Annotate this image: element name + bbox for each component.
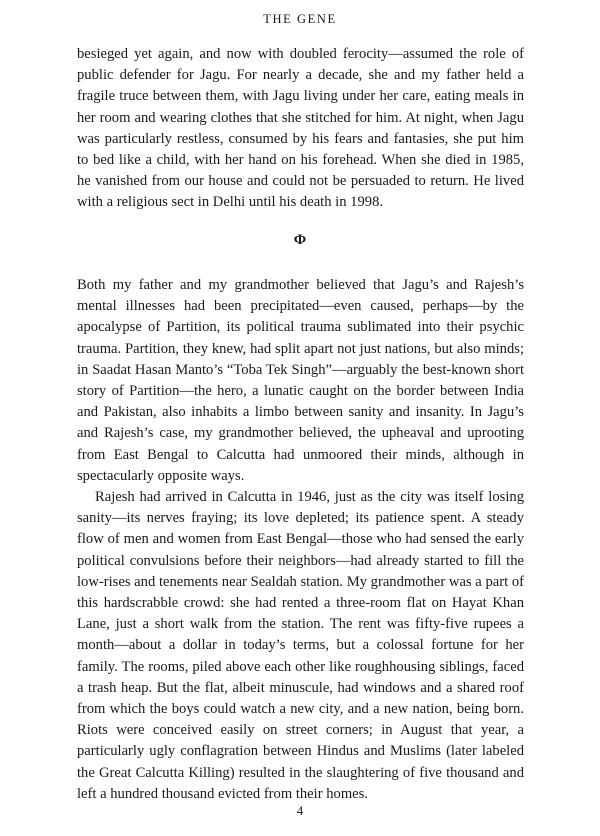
- text-block-bottom: [77, 275, 524, 805]
- paragraph: Both my father and my grandmother believed that Jagu’s and Rajesh’s mental illnesses had been precipitated—even caused, perhaps—by the apocalypse of Partition, its political trauma sublimated into their psychic trauma. Partition, they knew, had split apart not just nations, but also minds; in Saadat Hasan Manto’s “Toba Tek Singh”—arguably the best-known short story of Partition—the hero, a lunatic caught on the border between India and Pakistan, also inhabits a limbo between sanity and insanity. In Jagu’s and Rajesh’s case, my grandmother believed, the upheaval and uprooting from East Bengal to Calcutta had unmoored their minds, although in spectacularly opposite ways.: [77, 277, 524, 484]
- running-head: THE GENE: [263, 12, 337, 26]
- paragraph: Rajesh had arrived in Calcutta in 1946, just as the city was itself losing sanity—its nerves fraying; its love depleted; its patience spent. A steady flow of men and women from East Bengal—those who had sensed the early political convulsions before their neighbors—had already started to fill the low-rises and tenements near Sealdah station. My grandmother was a part of this hardscrabble crowd: she had rented a three-room flat on Hayat Khan Lane, just a short walk from the station. The rent was fifty-five rupees a month—about a dollar in today’s terms, but a colossal fortune for her family. The rooms, piled above each other like roughhousing siblings, faced a trash heap. But the flat, albeit minuscule, had windows and a shared roof from which the boys could watch a new city, and a new nation, being born. Riots were conceived easily on street corners; in August that year, a particularly ugly conflagration between Hindus and Muslims (later labeled the Great Calcutta Killing) resulted in the slaughtering of five thousand and left a hundred thousand evicted from their homes.: [77, 489, 524, 802]
- paragraph: besieged yet again, and now with doubled ferocity—assumed the role of public defender for Jagu. For nearly a decade, she and my father held a fragile truce between them, with Jagu living under her care, eating meals in her room and wearing clothes that she stitched for him. At night, when Jagu was particularly restless, consumed by his fears and fantasies, she put him to bed like a child, with her hand on his forehead. When she died in 1985, he vanished from our house and could not be persuaded to return. He lived with a religious sect in Delhi until his death in 1998.: [77, 46, 524, 211]
- section-break-ornament: Φ: [293, 232, 307, 248]
- page-number: 4: [296, 803, 304, 818]
- text-block-top: [77, 44, 524, 214]
